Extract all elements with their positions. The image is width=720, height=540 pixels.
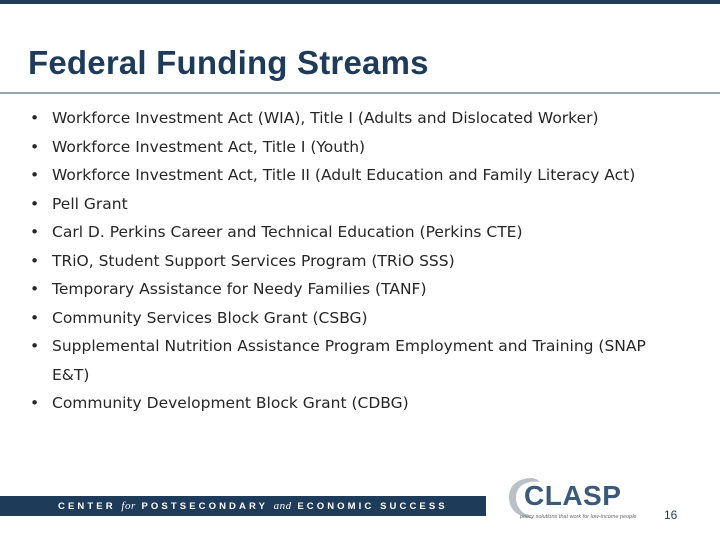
bullet-item: • Workforce Investment Act, Title I (Youth) — [30, 133, 670, 162]
logo-tagline: policy solutions that work for low-income people — [520, 514, 637, 520]
page-number: 16 — [664, 508, 678, 522]
bullet-item: • TRiO, Student Support Services Program (TRiO SSS) — [30, 247, 670, 276]
footer-text-and: and — [273, 500, 292, 512]
footer-text-part: ECONOMIC SUCCESS — [291, 501, 448, 512]
footer-bar — [0, 496, 486, 516]
clasp-logo — [502, 474, 662, 524]
bullet-item: • Workforce Investment Act, Title II (Adult Education and Family Literacy Act) — [30, 161, 670, 190]
logo-name: CLASP — [524, 480, 622, 511]
footer-organization-name — [58, 496, 448, 516]
bullet-item: • Carl D. Perkins Career and Technical Education (Perkins CTE) — [30, 218, 670, 247]
footer-text-part: CENTER — [58, 501, 122, 512]
top-rule — [0, 0, 720, 4]
bullet-list — [30, 104, 670, 418]
footer-text-part: POSTSECONDARY — [135, 501, 274, 512]
slide-title: Federal Funding Streams — [28, 44, 429, 81]
title-divider — [0, 92, 720, 94]
bullet-item: • Temporary Assistance for Needy Families (TANF) — [30, 275, 670, 304]
footer-text-for: for — [121, 500, 136, 512]
bullet-item: • Pell Grant — [30, 190, 670, 219]
bullet-item: • Workforce Investment Act (WIA), Title I (Adults and Dislocated Worker) — [30, 104, 670, 133]
bullet-item: • Community Development Block Grant (CDBG) — [30, 389, 670, 418]
bullet-item: • Supplemental Nutrition Assistance Program Employment and Training (SNAP E&T) — [30, 332, 670, 389]
bullet-item: • Community Services Block Grant (CSBG) — [30, 304, 670, 333]
